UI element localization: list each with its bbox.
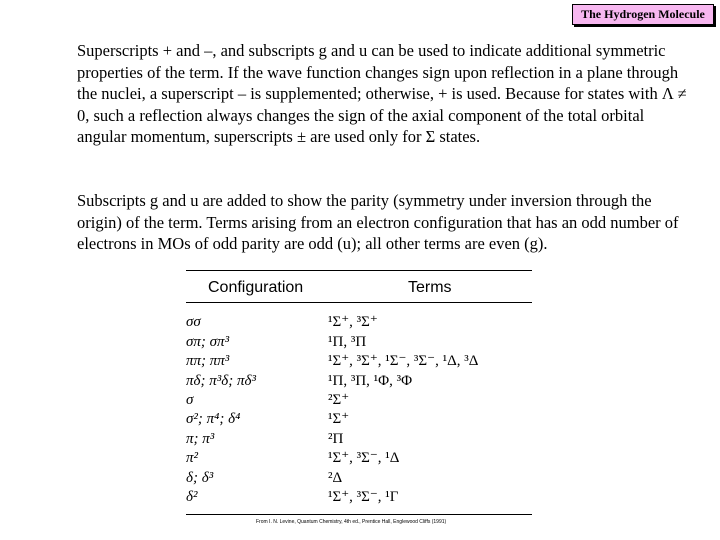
- terms-cell: ²Π: [328, 430, 344, 447]
- table-bottom-rule: [186, 514, 532, 515]
- table-row: [186, 312, 532, 331]
- terms-cell: ¹Π, ³Π: [328, 333, 367, 350]
- table-citation: From I. N. Levine, Quantum Chemistry, 4th ed., Prentice Hall, Englewood Cliffs (1991): [256, 519, 447, 525]
- config-cell: σπ; σπ³: [186, 333, 230, 350]
- header-configuration: Configuration: [208, 279, 304, 296]
- table-body: [186, 312, 532, 506]
- slide-title: The Hydrogen Molecule: [581, 7, 705, 21]
- table-row: [186, 370, 532, 389]
- config-cell: δ; δ³: [186, 469, 214, 486]
- table-row: [186, 390, 532, 409]
- config-cell: σ: [186, 391, 194, 408]
- table-top-rule: [186, 270, 532, 271]
- slide-title-badge: [572, 4, 714, 25]
- table-row: [186, 467, 532, 486]
- table-row: [186, 428, 532, 447]
- terms-cell: ¹Σ⁺: [328, 411, 350, 428]
- table-row: [186, 487, 532, 506]
- table-row: [186, 448, 532, 467]
- table-row: [186, 331, 532, 350]
- config-cell: σσ: [186, 314, 201, 331]
- config-cell: σ²; π⁴; δ⁴: [186, 411, 241, 428]
- table-header-rule: [186, 302, 532, 303]
- table-row: [186, 409, 532, 428]
- terms-cell: ¹Σ⁺, ³Σ⁻, ¹Γ: [328, 488, 399, 505]
- header-terms: Terms: [408, 279, 452, 296]
- terms-cell: ¹Π, ³Π, ¹Φ, ³Φ: [328, 372, 413, 389]
- terms-cell: ²Δ: [328, 469, 343, 486]
- config-cell: πδ; π³δ; πδ³: [186, 372, 256, 389]
- terms-cell: ¹Σ⁺, ³Σ⁻, ¹Δ: [328, 450, 400, 467]
- paragraph-subscripts: Subscripts g and u are added to show the parity (symmetry under inversion through the origin) of the term. Terms arising from an electron configuration that has an odd number of electrons in MOs of odd parity are odd (u); all other terms are even (g).: [77, 191, 679, 254]
- terms-cell: ¹Σ⁺, ³Σ⁺, ¹Σ⁻, ³Σ⁻, ¹Δ, ³Δ: [328, 353, 479, 370]
- paragraph-superscripts: Superscripts + and –, and subscripts g and u can be used to indicate additional symmetric properties of the term. If the wave function changes sign upon reflection in a plane through the nuclei, a superscript – is supplemented; otherwise, + is used. Because for states with Λ ≠ 0, such a reflection always changes the sign of the axial component of the total orbital angular momentum, superscripts ± are used only for Σ states.: [77, 41, 687, 147]
- config-cell: δ²: [186, 488, 198, 505]
- terms-cell: ²Σ⁺: [328, 391, 350, 408]
- table-row: [186, 351, 532, 370]
- term-table: [186, 262, 532, 528]
- config-cell: π; π³: [186, 430, 215, 447]
- terms-cell: ¹Σ⁺, ³Σ⁺: [328, 314, 378, 331]
- config-cell: ππ; ππ³: [186, 353, 230, 370]
- config-cell: π²: [186, 450, 199, 467]
